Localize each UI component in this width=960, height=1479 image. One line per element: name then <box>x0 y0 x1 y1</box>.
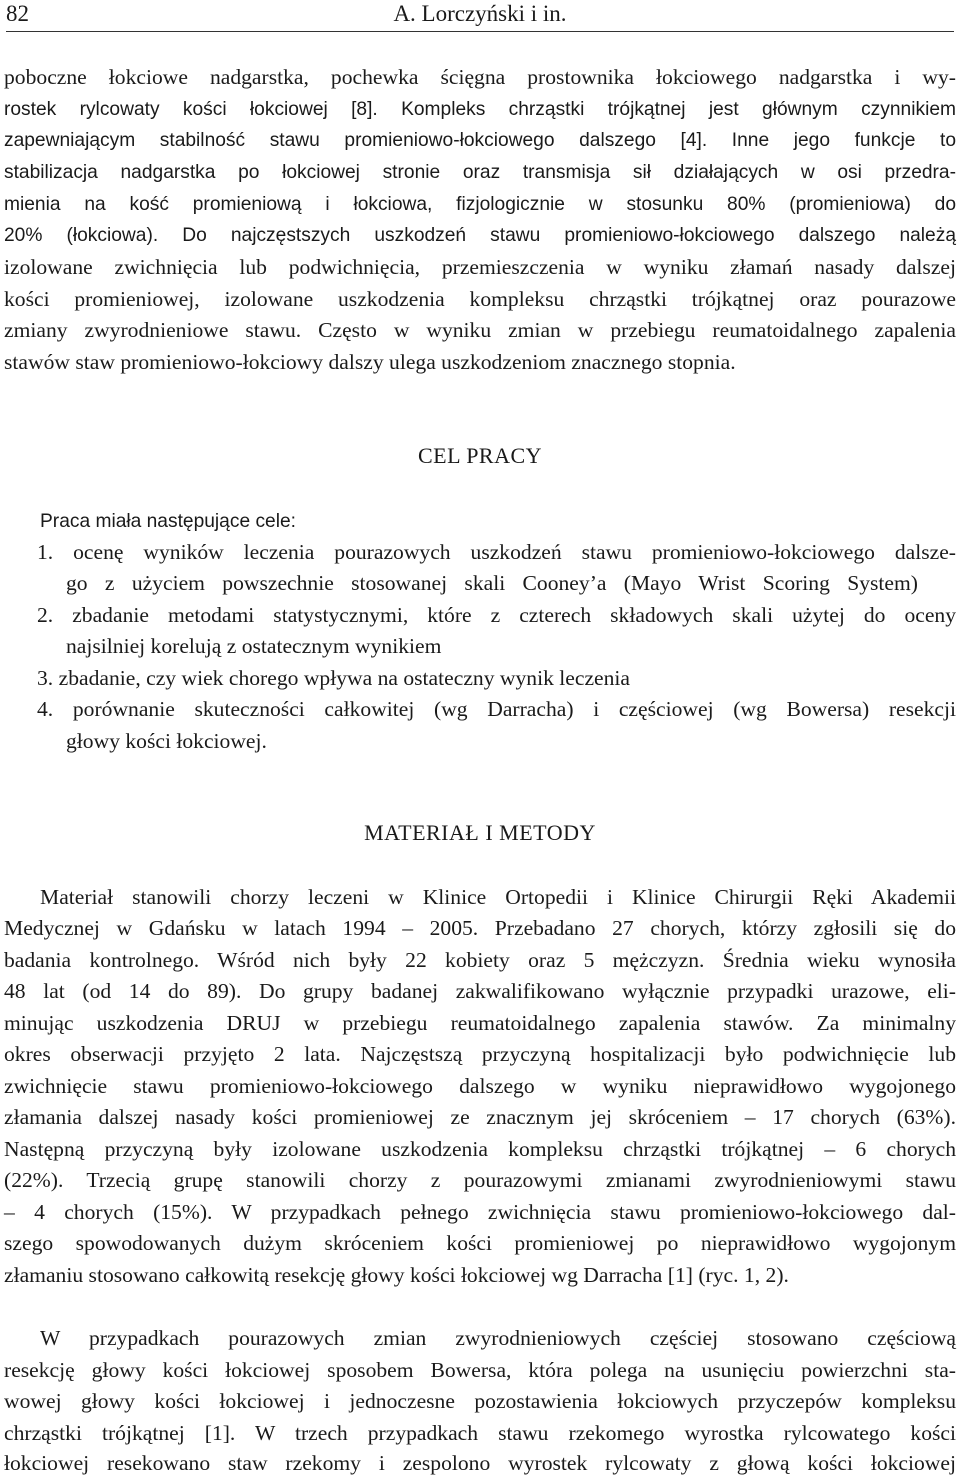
para1-line: złamaniu stosowano całkowitą resekcję głowy kości łokciowej wg Darracha [1] (ryc. 1, 2). <box>4 1263 789 1287</box>
page-header <box>4 0 956 34</box>
section-heading-cel-pracy: CEL PRACY <box>417 443 543 468</box>
intro-line: izolowane zwichnięcia lub podwichnięcia, przemieszczenia w wyniku złamań nasady dalszej <box>4 255 956 279</box>
para1-line: szego spowodowanych dużym skróceniem kości promieniowej po nieprawidłowo wygojonym <box>4 1231 956 1255</box>
intro-line: 20% (łokciowa). Do najczęstszych uszkodzeń stawu promieniowo-łokciowego dalszego należą <box>4 225 956 246</box>
list-item-4 <box>37 694 956 725</box>
para1-line: minując uszkodzenia DRUJ w przebiegu reumatoidalnego zapalenia stawów. Za minimalny <box>4 1011 956 1035</box>
para1-line: – 4 chorych (15%). W przypadkach pełnego zwichnięcia stawu promieniowo-łokciowego dal- <box>4 1200 956 1224</box>
list-number: 1. <box>37 540 54 564</box>
running-title: A. Lorczyński i in. <box>393 1 567 26</box>
para1-line: badania kontrolnego. Wśród nich były 22 kobiety oraz 5 mężczyzn. Średnia wieku wynosiła <box>4 948 956 972</box>
para2-line: W przypadkach pourazowych zmian zwyrodnieniowych częściej stosowano częściową <box>40 1326 956 1350</box>
intro-line: kości promieniowej, izolowane uszkodzenia kompleksu chrząstki trójkątnej oraz pourazowe <box>4 287 956 311</box>
para1-line: Następną przyczyną były izolowane uszkodzenia kompleksu chrząstki trójkątnej – 6 chorych <box>4 1137 956 1161</box>
list-item-1 <box>37 537 956 568</box>
header-rule <box>6 31 954 32</box>
para1-line: (22%). Trzecią grupę stanowili chorzy z pourazowymi zmianami zwyrodnieniowymi stawu <box>4 1168 956 1192</box>
para1-line: 48 lat (od 14 do 89). Do grupy badanej zakwalifikowano wyłącznie przypadki urazowe, eli- <box>4 979 956 1003</box>
para2-line: łokciowej resekowano staw rzekomy i zespolono wyrostek rylcowaty z głową kości łokciowej <box>4 1451 956 1475</box>
para1-line: Medycznej w Gdańsku w latach 1994 – 2005. Przebadano 27 chorych, którzy zgłosili się do <box>4 916 956 940</box>
list-number: 4. <box>37 697 54 721</box>
list-item-3 <box>37 663 956 694</box>
para2-line: wowej głowy kości łokciowej i jednoczesne pozostawienia łokciowych przyczepów kompleksu <box>4 1389 956 1413</box>
para2-line: chrząstki trójkątnej [1]. W trzech przypadkach stawu rzekomego wyrostka rylcowatego kości <box>4 1421 956 1445</box>
list-number: 2. <box>37 603 54 627</box>
list-item-4-cont: głowy kości łokciowej. <box>66 729 267 753</box>
intro-line: zmiany zwyrodnieniowe stawu. Często w wyniku zmian w przebiegu reumatoidalnego zapalenia <box>4 318 956 342</box>
section-heading-material-i-metody: MATERIAŁ I METODY <box>364 820 596 845</box>
para2-line: resekcję głowy kości łokciowej sposobem Bowersa, która polega na usunięciu powierzchni sta- <box>4 1358 956 1382</box>
para1-line: złamania dalszej nasady kości promieniowej ze znacznym jej skróceniem – 17 chorych (63%). <box>4 1105 956 1129</box>
intro-line: zapewniającym stabilność stawu promieniowo-łokciowego dalszego [4]. Inne jego funkcje to <box>4 130 956 151</box>
section-intro: Praca miała następujące cele: <box>40 511 296 532</box>
list-item-2 <box>37 600 956 631</box>
list-text: zbadanie, czy wiek chorego wpływa na ostateczny wynik leczenia <box>58 666 630 690</box>
intro-line: poboczne łokciowe nadgarstka, pochewka ścięgna prostownika łokciowego nadgarstka i wy- <box>4 65 956 89</box>
list-text: ocenę wyników leczenia pourazowych uszkodzeń stawu promieniowo-łokciowego dalsze- <box>73 540 956 564</box>
intro-line: mienia na kość promieniową i łokciowa, fizjologicznie w stosunku 80% (promieniowa) do <box>4 194 956 215</box>
intro-line: stabilizacja nadgarstka po łokciowej stronie oraz transmisja sił działających w osi przedra- <box>4 162 956 183</box>
list-number: 3. <box>37 666 54 690</box>
intro-line: rostek rylcowaty kości łokciowej [8]. Kompleks chrząstki trójkątnej jest głównym czynnikiem <box>4 99 956 120</box>
para1-line: Materiał stanowili chorzy leczeni w Klinice Ortopedii i Klinice Chirurgii Ręki Akademii <box>40 885 956 909</box>
para1-line: okres obserwacji przyjęto 2 lata. Najczęstszą przyczyną hospitalizacji było podwichnięcie lub <box>4 1042 956 1066</box>
page-number: 82 <box>6 1 29 26</box>
para1-line: zwichnięcie stawu promieniowo-łokciowego dalszego w wyniku nieprawidłowo wygojonego <box>4 1074 956 1098</box>
intro-line: stawów staw promieniowo-łokciowy dalszy ulega uszkodzeniom znacznego stopnia. <box>4 350 736 374</box>
list-text: zbadanie metodami statystycznymi, które z czterech składowych skali użytej do oceny <box>72 603 956 627</box>
list-item-1-cont: go z użyciem powszechnie stosowanej skali Cooney’a (Mayo Wrist Scoring System) <box>66 571 918 595</box>
list-text: porównanie skuteczności całkowitej (wg Darracha) i częściowej (wg Bowersa) resekcji <box>72 697 956 721</box>
list-item-2-cont: najsilniej korelują z ostatecznym wynikiem <box>66 634 442 658</box>
